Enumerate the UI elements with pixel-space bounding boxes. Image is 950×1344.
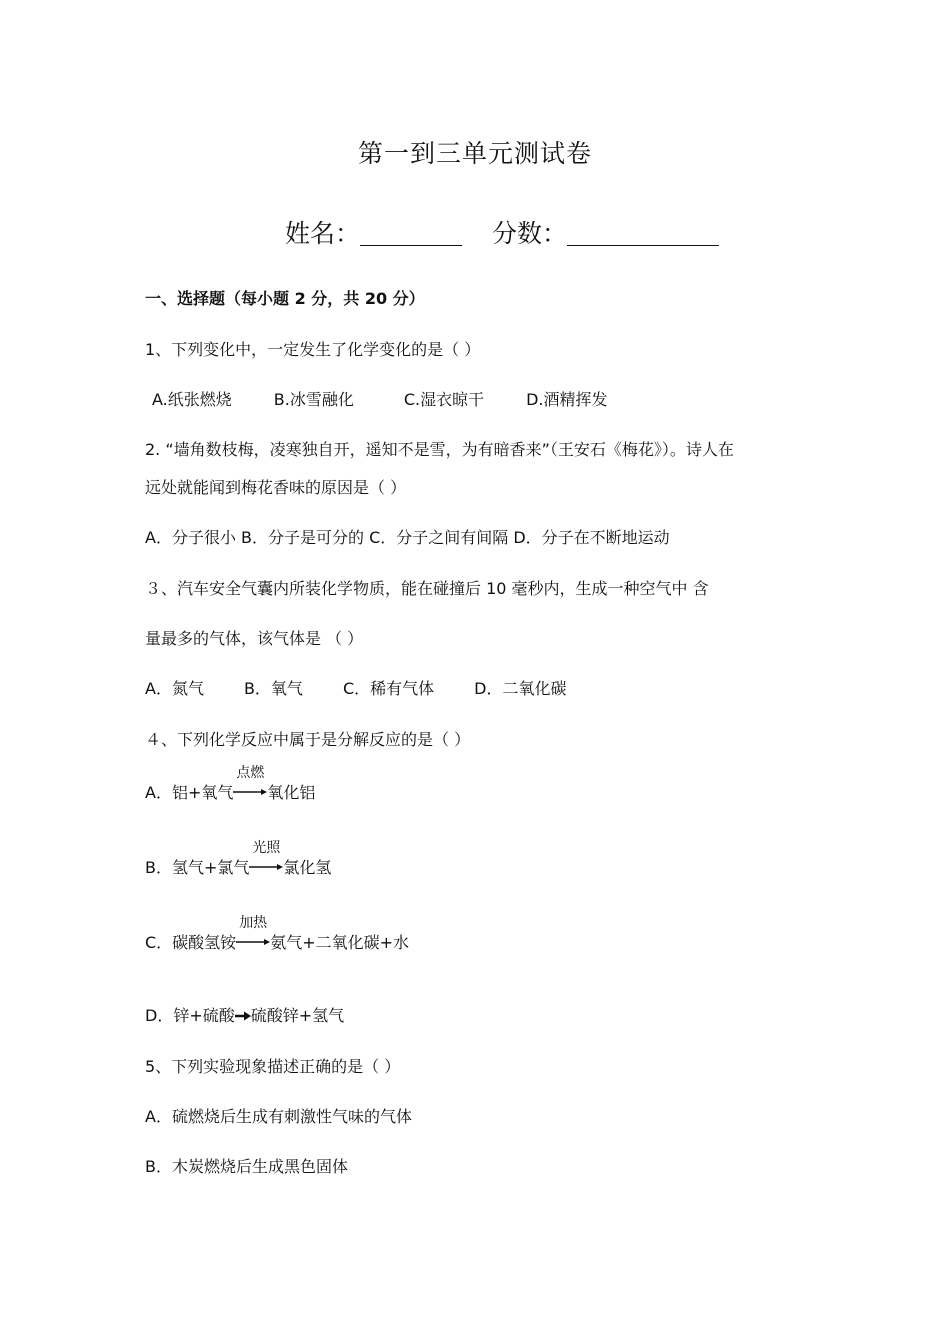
q4-c-condition: 加热 xyxy=(239,915,268,931)
question-3-options xyxy=(145,678,566,700)
q1-option-b: B.冰雪融化 xyxy=(273,390,354,409)
short-arrow-icon xyxy=(235,1010,251,1022)
question-2-stem-line1: 2. “墙角数枝梅，凌寒独自开，遥知不是雪，为有暗香来”（王安石《梅花》）。诗人在 xyxy=(145,440,734,459)
q1-option-c: C.湿衣晾干 xyxy=(403,390,485,409)
q4-option-a xyxy=(145,765,316,804)
q4-a-products: 氧化铝 xyxy=(267,783,316,802)
q4-a-reactants: A．铝+氧气 xyxy=(145,783,234,802)
score-blank xyxy=(567,221,719,246)
question-1-options xyxy=(152,389,608,411)
q3-option-c: C．稀有气体 xyxy=(342,679,435,698)
name-score-row xyxy=(285,214,719,250)
q3-option-a: A．氮气 xyxy=(145,679,204,698)
q4-option-d xyxy=(145,1005,344,1027)
question-4-stem: ４、下列化学反应中属于是分解反应的是（ ） xyxy=(145,730,471,749)
q4-b-products: 氯化氢 xyxy=(283,858,332,877)
section-heading: 一、选择题（每小题 2 分，共 20 分） xyxy=(145,289,425,308)
question-3-stem-line2: 量最多的气体，该气体是 （ ） xyxy=(145,629,364,648)
q3-option-d: D．二氧化碳 xyxy=(474,679,567,698)
q4-a-condition: 点燃 xyxy=(236,765,265,781)
question-1-stem: 1、下列变化中，一定发生了化学变化的是（ ） xyxy=(145,340,481,359)
score-label: 分数： xyxy=(492,219,568,248)
q4-c-reactants: C．碳酸氢铵 xyxy=(145,933,237,952)
q5-option-b: B．木炭燃烧后生成黑色固体 xyxy=(145,1157,348,1176)
reaction-arrow-icon xyxy=(249,840,283,875)
q1-option-d: D.酒精挥发 xyxy=(526,390,608,409)
page-title: 第一到三单元测试卷 xyxy=(357,139,592,168)
q4-option-b xyxy=(145,840,332,879)
reaction-arrow-icon xyxy=(236,915,270,950)
question-2-stem-line2: 远处就能闻到梅花香味的原因是（ ） xyxy=(145,478,407,497)
question-3-stem-line1: ３、汽车安全气囊内所装化学物质，能在碰撞后 10 毫秒内，生成一种空气中 含 xyxy=(145,579,709,598)
q4-option-c xyxy=(145,915,410,954)
q5-option-a: A．硫燃烧后生成有刺激性气味的气体 xyxy=(145,1107,412,1126)
q4-c-products: 氨气+二氧化碳+水 xyxy=(270,933,410,952)
question-5-stem: 5、下列实验现象描述正确的是（ ） xyxy=(145,1057,401,1076)
q1-option-a: A.纸张燃烧 xyxy=(152,390,232,409)
question-2-options: A．分子很小 B．分子是可分的 C．分子之间有间隔 D．分子在不断地运动 xyxy=(145,528,670,547)
q4-b-reactants: B．氢气+氯气 xyxy=(145,858,250,877)
q4-d-products: 硫酸锌+氢气 xyxy=(250,1006,345,1025)
q3-option-b: B．氧气 xyxy=(243,679,303,698)
name-label: 姓名： xyxy=(285,219,361,248)
q4-d-reactants: D．锌+硫酸 xyxy=(145,1006,235,1025)
name-blank xyxy=(360,221,462,246)
q4-b-condition: 光照 xyxy=(252,840,281,856)
reaction-arrow-icon xyxy=(233,765,267,800)
